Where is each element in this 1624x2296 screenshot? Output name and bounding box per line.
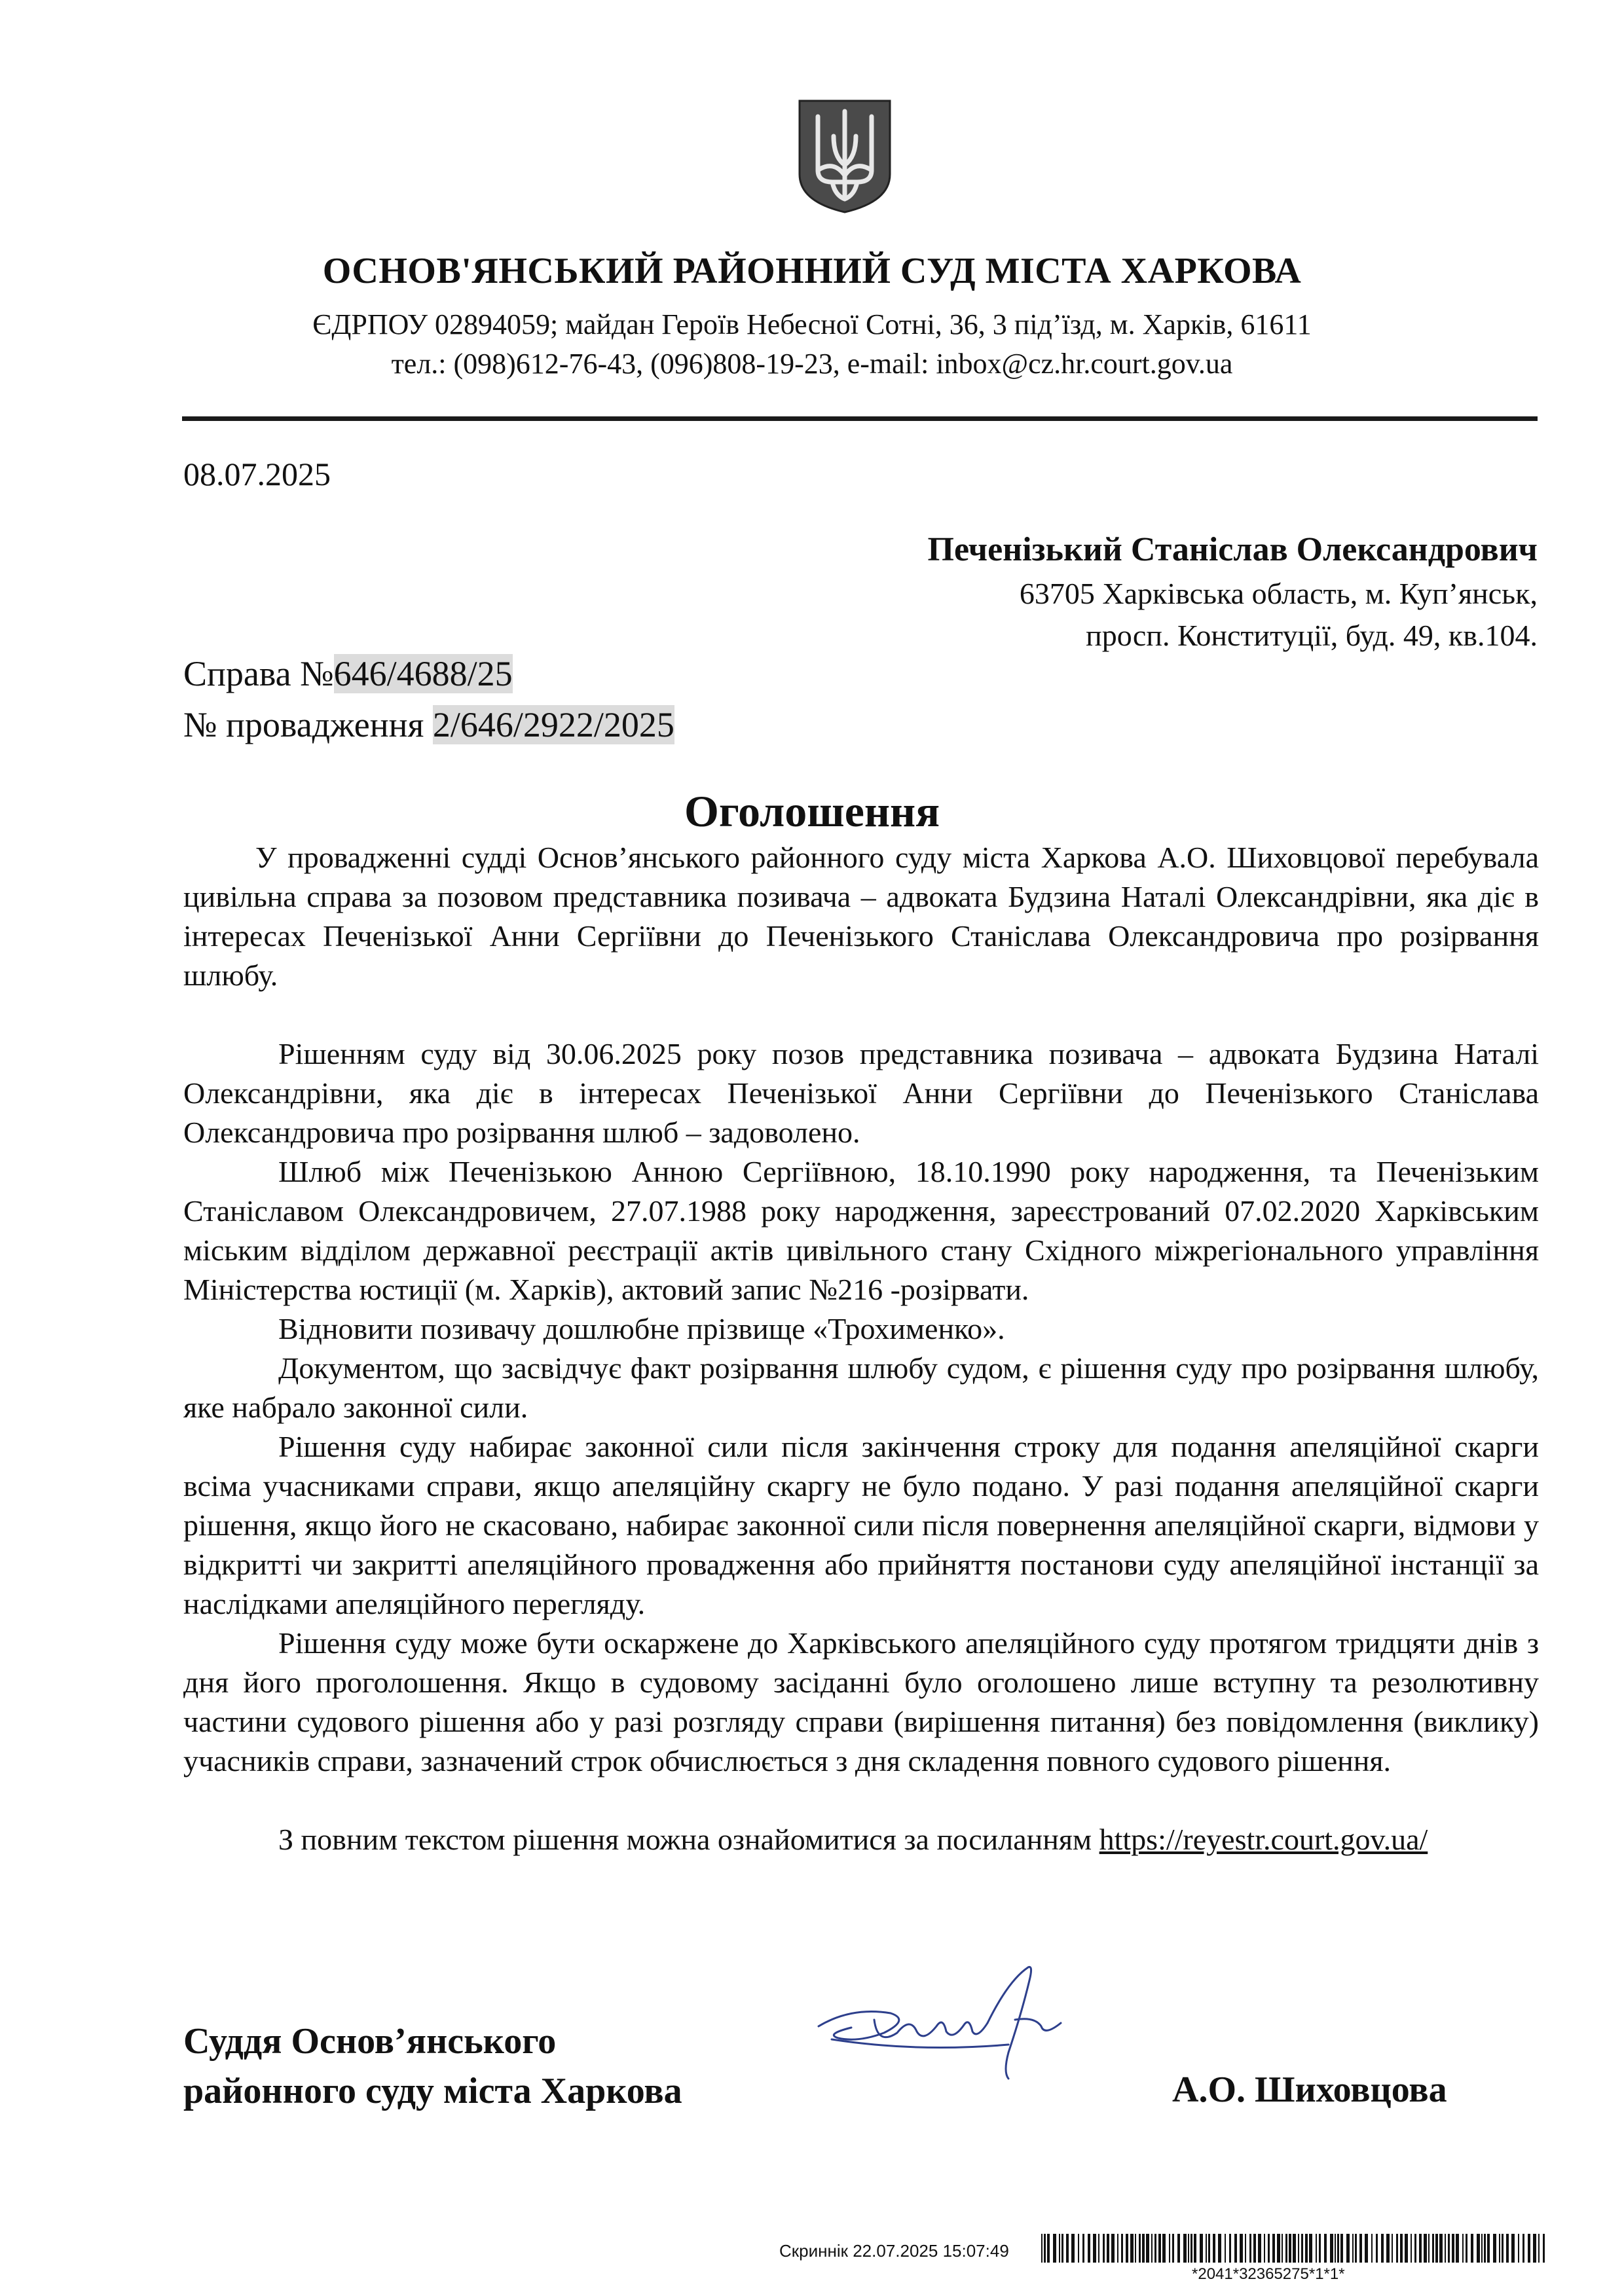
barcode-bar <box>1487 2234 1490 2263</box>
barcode-bar <box>1305 2234 1308 2263</box>
barcode-bar <box>1098 2234 1099 2263</box>
barcode-bar <box>1139 2234 1141 2263</box>
barcode-bar <box>1405 2234 1408 2263</box>
barcode-bar <box>1111 2234 1115 2263</box>
barcode-bar <box>1419 2234 1422 2263</box>
proceeding-number-line <box>183 699 674 750</box>
judge-position <box>183 2016 682 2116</box>
header-divider <box>182 416 1538 421</box>
barcode-bar <box>1126 2234 1128 2263</box>
barcode-bar <box>1522 2234 1524 2263</box>
barcode-bar <box>1169 2234 1170 2263</box>
barcode-bar <box>1194 2234 1196 2263</box>
court-contacts: тел.: (098)612-76-43, (096)808-19-23, e-mail: inbox@cz.hr.court.gov.ua <box>391 348 1233 380</box>
barcode-bar <box>1268 2234 1270 2263</box>
barcode-bar <box>1355 2234 1357 2263</box>
handwritten-signature <box>812 1954 1113 2085</box>
barcode-bar <box>1298 2234 1299 2263</box>
proceeding-label: № провадження <box>183 705 433 744</box>
case-number-line <box>183 648 674 699</box>
barcode-bar <box>1352 2234 1354 2263</box>
barcode-bar <box>1452 2234 1454 2263</box>
case-number: 646/4688/25 <box>333 654 513 693</box>
barcode-bar <box>1103 2234 1105 2263</box>
barcode-bar <box>1245 2234 1246 2263</box>
barcode-bar <box>1240 2234 1243 2263</box>
recipient-address-line1: 63705 Харківська область, м. Куп’янськ, <box>1019 577 1538 610</box>
barcode-bar <box>1289 2234 1291 2263</box>
barcode-bar <box>1172 2234 1174 2263</box>
barcode-bar <box>1301 2234 1303 2263</box>
barcode-bar <box>1511 2234 1515 2263</box>
barcode-bar <box>1146 2234 1149 2263</box>
case-info <box>183 648 674 750</box>
barcode-bar <box>1151 2234 1153 2263</box>
barcode-bar <box>1078 2234 1079 2263</box>
barcode-bar <box>1158 2234 1161 2263</box>
barcode-bar <box>1190 2234 1192 2263</box>
barcode-bar <box>1264 2234 1265 2263</box>
barcode-bar <box>1177 2234 1180 2263</box>
registry-link[interactable]: https://reyestr.court.gov.ua/ <box>1099 1823 1428 1856</box>
barcode-bar <box>1365 2234 1368 2263</box>
barcode-bar <box>1107 2234 1109 2263</box>
barcode-bar <box>1135 2234 1136 2263</box>
barcode-bar <box>1277 2234 1280 2263</box>
barcode-bar <box>1142 2234 1145 2263</box>
proceeding-number: 2/646/2922/2025 <box>432 705 674 744</box>
barcode-bar <box>1448 2234 1450 2263</box>
barcode-bar <box>1218 2234 1221 2263</box>
barcode-bar <box>1477 2234 1480 2263</box>
paragraph: Шлюб між Печенізькою Анною Сергіївною, 18.10.1990 року народження, та Печенізьким Станіславом Олександровичем, 27.07.1988 року народження, зареєстрований 07.02.2020 Харківським міським відділом державної реєстрації актів цивільного стану Східного міжрегіонального управління Міністерства юстиції (м. Харків), актовий запис №216 -розірвати. <box>183 1155 1539 1306</box>
barcode-bar <box>1183 2234 1187 2263</box>
barcode-bar <box>1316 2234 1317 2263</box>
barcode-bar <box>1088 2234 1090 2263</box>
barcode-bar <box>1392 2234 1393 2263</box>
announcement-body <box>183 838 1539 1859</box>
barcode-bar <box>1506 2234 1509 2263</box>
barcode-bar <box>1414 2234 1416 2263</box>
barcode-bar <box>1130 2234 1134 2263</box>
barcode-bar <box>1359 2234 1362 2263</box>
barcode-bar <box>1066 2234 1069 2263</box>
scanner-stamp: Скриннік 22.07.2025 15:07:49 <box>779 2241 1009 2261</box>
barcode-bar <box>1432 2234 1434 2263</box>
barcode-bar <box>1533 2234 1536 2263</box>
barcode-bar <box>1208 2234 1210 2263</box>
barcode-bar <box>1371 2234 1373 2263</box>
barcode-bar <box>1471 2234 1473 2263</box>
barcode-bar <box>1053 2234 1056 2263</box>
barcode-bar <box>1319 2234 1321 2263</box>
document-date: 08.07.2025 <box>183 456 331 492</box>
barcode-bar <box>1154 2234 1156 2263</box>
court-address: ЄДРПОУ 02894059; майдан Героїв Небесної Сотні, 36, 3 під’їзд, м. Харків, 61611 <box>312 308 1312 340</box>
barcode-bar <box>1499 2234 1500 2263</box>
barcode-bar <box>1445 2234 1446 2263</box>
recipient-address-line2: просп. Конституції, буд. 49, кв.104. <box>1086 619 1538 652</box>
link-intro: З повним текстом рішення можна ознайомитися за посиланням <box>278 1823 1099 1856</box>
document-title: Оголошення <box>684 786 940 836</box>
barcode-bar <box>1258 2234 1261 2263</box>
judge-position-line2: районного суду міста Харкова <box>183 2071 682 2111</box>
barcode-bar <box>1282 2234 1283 2263</box>
barcode-bar <box>1435 2234 1438 2263</box>
barcode-bar <box>1518 2234 1519 2263</box>
paragraph: Відновити позивачу дошлюбне прізвище «Трохименко». <box>278 1312 1005 1345</box>
barcode-bar <box>1346 2234 1350 2263</box>
barcode-bar <box>1340 2234 1343 2263</box>
barcode-bar <box>1335 2234 1336 2263</box>
barcode-bar <box>1538 2234 1540 2263</box>
paragraph: Рішення суду набирає законної сили після закінчення строку для подання апеляційної скарги всіма учасниками справи, якщо апеляційну скаргу не було подано. У разі подання апеляційної скарги рішення, якщо його не скасовано, набирає законної сили після повернення апеляційної скарги, відмови у відкритті чи закритті апеляційного провадження або прийняття постанови суду апеляційної інстанції за наслідками апеляційного перегляду. <box>183 1430 1539 1620</box>
barcode-bar <box>1213 2234 1215 2263</box>
barcode-bar <box>1121 2234 1123 2263</box>
barcode-bar <box>1200 2234 1203 2263</box>
barcode-bar <box>1396 2234 1398 2263</box>
judge-position-line1: Суддя Основ’янського <box>183 2021 557 2062</box>
barcode-bar <box>1502 2234 1504 2263</box>
barcode-bar <box>1381 2234 1384 2263</box>
paragraph: Рішення суду може бути оскаржене до Харківського апеляційного суду протягом тридцяти днів з дня його проголошення. Якщо в судовому засіданні було оголошено лише вступну та резолютивну частини судового рішення або у разі розгляду справи (вирішення питання) без повідомлення (виклику) учасників справи, зазначений строк обчислюється з дня складення повного судового рішення. <box>183 1626 1539 1777</box>
barcode-number: *2041*32365275*1*1* <box>1192 2265 1345 2283</box>
barcode-bar <box>1462 2234 1464 2263</box>
barcode-bar <box>1543 2234 1545 2263</box>
link-paragraph <box>183 1820 1539 1859</box>
barcode-bar <box>1082 2234 1084 2263</box>
recipient-block <box>928 527 1538 657</box>
case-label: Справа № <box>183 654 334 693</box>
barcode-icon <box>1041 2234 1545 2263</box>
barcode-bar <box>1424 2234 1427 2263</box>
coat-of-arms-icon <box>796 97 894 215</box>
barcode-bar <box>1528 2234 1530 2263</box>
barcode-bar <box>1044 2234 1046 2263</box>
barcode-bar <box>1456 2234 1459 2263</box>
barcode-bar <box>1234 2234 1237 2263</box>
barcode-bar <box>1428 2234 1430 2263</box>
barcode-bar <box>1093 2234 1096 2263</box>
recipient-name: Печенізький Станіслав Олександрович <box>927 531 1538 568</box>
barcode-bar <box>1249 2234 1251 2263</box>
barcode-bar <box>1293 2234 1296 2263</box>
barcode-bar <box>1376 2234 1378 2263</box>
barcode-bar <box>1324 2234 1327 2263</box>
barcode-bar <box>1047 2234 1050 2263</box>
barcode-bar <box>1061 2234 1063 2263</box>
barcode-bar <box>1206 2234 1207 2263</box>
barcode-bar <box>1162 2234 1166 2263</box>
barcode-bar <box>1481 2234 1483 2263</box>
barcode-bar <box>1229 2234 1231 2263</box>
barcode-bar <box>1330 2234 1333 2263</box>
barcode-bar <box>1400 2234 1403 2263</box>
barcode-bar <box>1272 2234 1275 2263</box>
barcode-bar <box>1411 2234 1412 2263</box>
court-name: ОСНОВ'ЯНСЬКИЙ РАЙОННИЙ СУД МІСТА ХАРКОВА <box>322 251 1302 291</box>
barcode-bar <box>1041 2234 1043 2263</box>
barcode-bar <box>1337 2234 1339 2263</box>
barcode-bar <box>1253 2234 1256 2263</box>
paragraph: Документом, що засвідчує факт розірвання шлюбу судом, є рішення суду про розірвання шлюбу, яке набрало законної сили. <box>183 1351 1539 1424</box>
paragraph: У провадженні судді Основ’янського районного суду міста Харкова А.О. Шиховцової перебувала цивільна справа за позовом представника позивача – адвоката Будзина Наталі Олександрівни, яка діє в інтересах Печенізької Анни Сергіївни до Печенізького Станіслава Олександровича про розірвання шлюбу. <box>183 841 1539 992</box>
barcode-bar <box>1059 2234 1060 2263</box>
barcode-bar <box>1484 2234 1486 2263</box>
barcode-bar <box>1466 2234 1467 2263</box>
barcode-bar <box>1439 2234 1443 2263</box>
barcode-bar <box>1309 2234 1312 2263</box>
barcode-bar <box>1285 2234 1287 2263</box>
barcode-bar <box>1493 2234 1496 2263</box>
barcode-bar <box>1225 2234 1226 2263</box>
judge-name: А.О. Шиховцова <box>1172 2069 1447 2110</box>
barcode-bar <box>1071 2234 1075 2263</box>
barcode-bar <box>1386 2234 1390 2263</box>
paragraph: Рішенням суду від 30.06.2025 року позов представника позивача – адвоката Будзина Наталі Олександрівни, яка діє в інтересах Печенізької Анни Сергіївни до Печенізького Станіслава Олександровича про розірвання шлюб – задоволено. <box>183 1037 1539 1149</box>
barcode-bar <box>1117 2234 1118 2263</box>
barcode-bar <box>1188 2234 1189 2263</box>
